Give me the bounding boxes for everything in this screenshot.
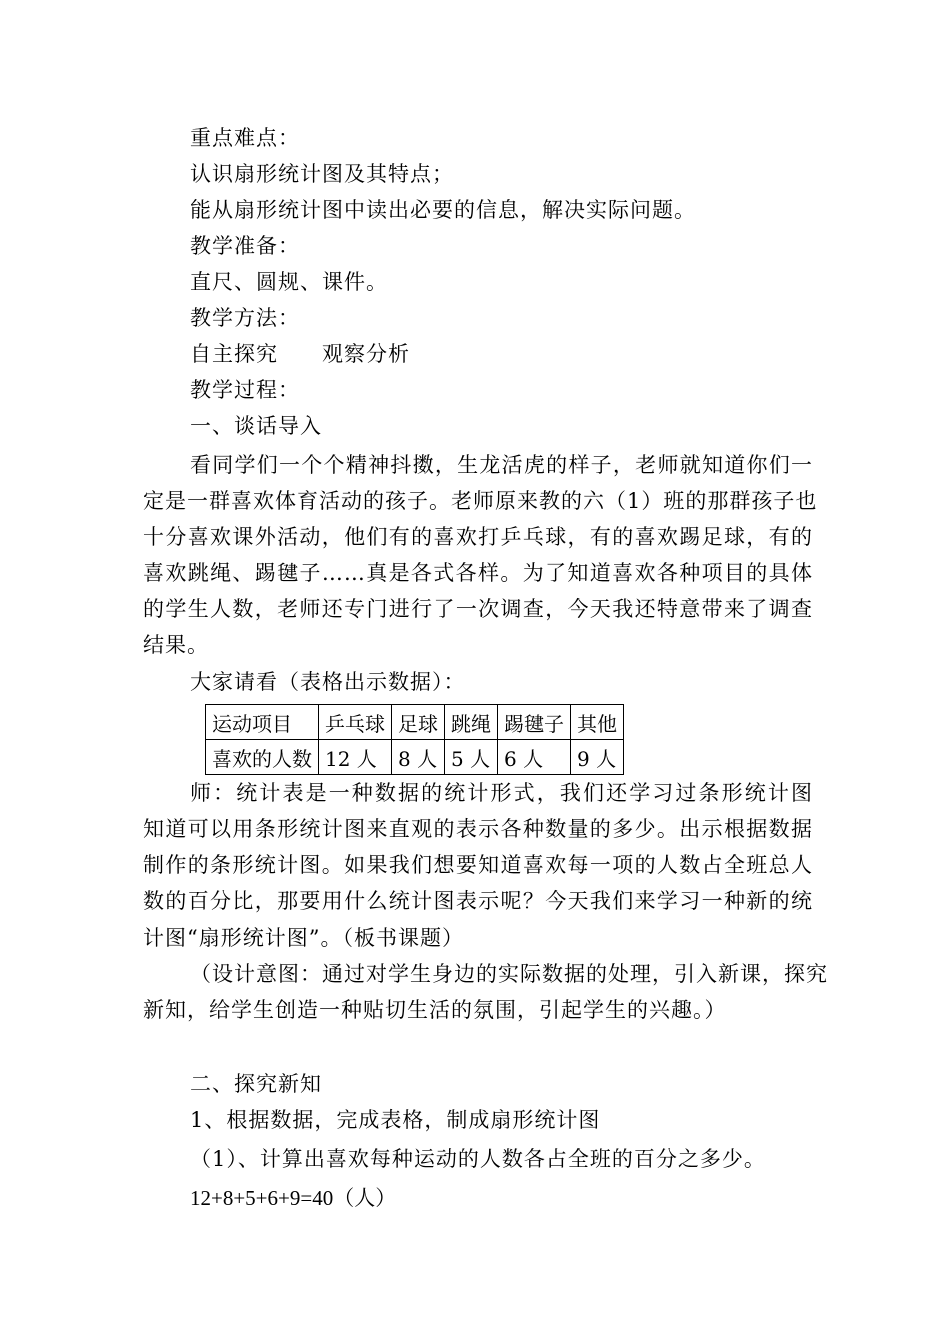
table-cell: 9 人 <box>571 740 624 775</box>
sports-survey-table <box>205 704 624 775</box>
table-cell: 8 人 <box>392 740 445 775</box>
table-row <box>206 705 624 740</box>
paragraph-line: 师：统计表是一种数据的统计形式，我们还学习过条形统计图 <box>190 781 813 805</box>
table-cell: 5 人 <box>445 740 498 775</box>
paragraph-line: 喜欢跳绳、踢毽子……真是各式各样。为了知道喜欢各种项目的具体 <box>143 561 813 585</box>
table-row <box>206 740 624 775</box>
table-cell: 乒乓球 <box>319 705 392 740</box>
table-cell: 运动项目 <box>206 705 319 740</box>
table-cell: 足球 <box>392 705 445 740</box>
paragraph-line: 十分喜欢课外活动，他们有的喜欢打乒乓球，有的喜欢踢足球，有的 <box>143 525 813 549</box>
calculation-line: 12+8+5+6+9=40（人） <box>190 1186 397 1210</box>
table-cell: 踢毽子 <box>498 705 571 740</box>
paragraph-line: 的学生人数，老师还专门进行了一次调查，今天我还特意带来了调查 <box>143 597 813 621</box>
table-cell: 喜欢的人数 <box>206 740 319 775</box>
section-heading-intro: 一、谈话导入 <box>190 414 322 438</box>
table-cell: 12 人 <box>319 740 392 775</box>
text-line: 自主探究 观察分析 <box>190 342 410 366</box>
table-cell: 其他 <box>571 705 624 740</box>
text-line: 1、根据数据，完成表格，制成扇形统计图 <box>190 1108 601 1132</box>
heading-key-points: 重点难点： <box>190 126 300 150</box>
text-line: 直尺、圆规、课件。 <box>190 270 388 294</box>
paragraph-line: 新知，给学生创造一种贴切生活的氛围，引起学生的兴趣。） <box>143 998 727 1022</box>
section-heading-explore: 二、探究新知 <box>190 1072 322 1096</box>
heading-method: 教学方法： <box>190 306 300 330</box>
heading-preparation: 教学准备： <box>190 234 300 258</box>
paragraph-line: 结果。 <box>143 633 209 657</box>
paragraph-line: 计图“扇形统计图”。（板书课题） <box>143 926 464 950</box>
text-line: 能从扇形统计图中读出必要的信息，解决实际问题。 <box>190 198 696 222</box>
paragraph-line: 知道可以用条形统计图来直观的表示各种数量的多少。出示根据数据 <box>143 817 813 841</box>
text-line: （1）、计算出喜欢每种运动的人数各占全班的百分之多少。 <box>190 1147 766 1171</box>
heading-process: 教学过程： <box>190 378 300 402</box>
paragraph-line: 看同学们一个个精神抖擞，生龙活虎的样子，老师就知道你们一 <box>190 453 813 477</box>
paragraph-line: （设计意图：通过对学生身边的实际数据的处理，引入新课，探究 <box>190 962 828 986</box>
table-intro: 大家请看（表格出示数据）： <box>190 670 466 694</box>
paragraph-line: 数的百分比，那要用什么统计图表示呢？今天我们来学习一种新的统 <box>143 889 813 913</box>
table-cell: 跳绳 <box>445 705 498 740</box>
paragraph-line: 制作的条形统计图。如果我们想要知道喜欢每一项的人数占全班总人 <box>143 853 813 877</box>
text-line: 认识扇形统计图及其特点； <box>190 162 454 186</box>
table-cell: 6 人 <box>498 740 571 775</box>
paragraph-line: 定是一群喜欢体育活动的孩子。老师原来教的六（1）班的那群孩子也 <box>143 489 818 513</box>
